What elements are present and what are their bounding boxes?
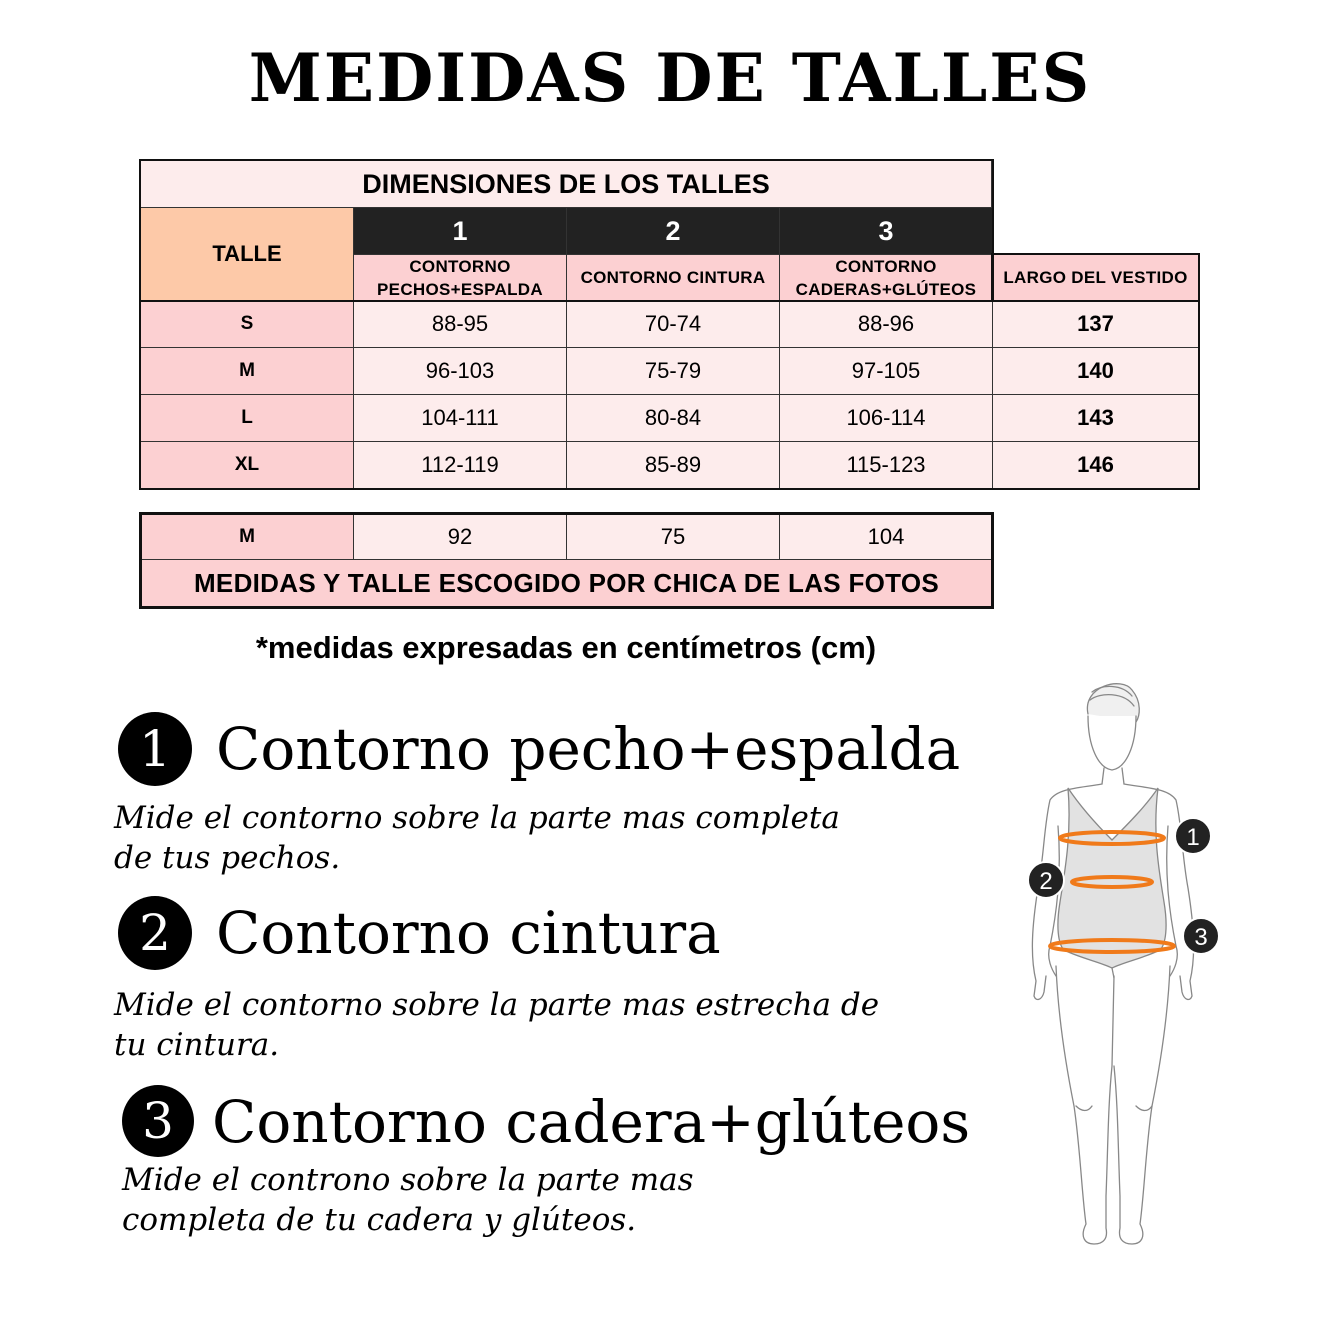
model-caption: MEDIDAS Y TALLE ESCOGIDO POR CHICA DE LAS FOTOS: [140, 559, 993, 607]
instruction-title: Contorno cintura: [216, 899, 721, 967]
table-title: DIMENSIONES DE LOS TALLES: [140, 160, 992, 208]
model-chest-value: 92: [353, 514, 567, 560]
waist-value: 70-74: [566, 300, 780, 348]
page-title: MEDIDAS DE TALLES: [248, 39, 1092, 117]
body-silhouette-icon: [1010, 676, 1230, 1252]
size-label: S: [140, 300, 354, 348]
length-value: 143: [992, 394, 1199, 442]
length-value: 140: [992, 347, 1199, 395]
column-header-chest: CONTORNO PECHOS+ESPALDA: [353, 254, 567, 301]
marker-1: [1175, 818, 1211, 854]
hips-value: 88-96: [779, 300, 993, 348]
instruction-description: Mide el contorno sobre la parte mas completa de tus pechos.: [114, 800, 840, 876]
waist-value: 85-89: [566, 441, 780, 489]
instruction-description: Mide el contorno sobre la parte mas estrecha de tu cintura.: [114, 987, 880, 1063]
talle-header: TALLE: [140, 207, 354, 301]
model-hips-value: 104: [779, 514, 993, 560]
marker-2-label: 2: [1039, 868, 1053, 895]
length-value: 146: [992, 441, 1199, 489]
hips-value: 97-105: [779, 347, 993, 395]
number-badge-3: 3: [122, 1085, 194, 1157]
hips-value: 106-114: [779, 394, 993, 442]
column-number-3: 3: [779, 207, 993, 255]
size-label: XL: [140, 441, 354, 489]
number-badge-2: 2: [118, 896, 192, 970]
hips-value: 115-123: [779, 441, 993, 489]
column-number-2: 2: [566, 207, 780, 255]
size-label: L: [140, 394, 354, 442]
length-value: 137: [992, 300, 1199, 348]
waist-value: 80-84: [566, 394, 780, 442]
chest-value: 88-95: [353, 300, 567, 348]
chest-value: 96-103: [353, 347, 567, 395]
column-header-waist: CONTORNO CINTURA: [566, 254, 780, 301]
column-header-length: LARGO DEL VESTIDO: [992, 254, 1199, 301]
chest-value: 112-119: [353, 441, 567, 489]
column-header-hips: CONTORNO CADERAS+GLÚTEOS: [779, 254, 993, 301]
chest-value: 104-111: [353, 394, 567, 442]
model-size: M: [140, 514, 354, 560]
instruction-title: Contorno pecho+espalda: [216, 715, 961, 783]
marker-3-label: 3: [1194, 924, 1208, 951]
column-number-1: 1: [353, 207, 567, 255]
instruction-description: Mide el controno sobre la parte mas completa de tu cadera y glúteos.: [122, 1162, 694, 1238]
marker-2: [1028, 862, 1064, 898]
size-label: M: [140, 347, 354, 395]
units-note: *medidas expresadas en centímetros (cm): [255, 630, 877, 665]
model-waist-value: 75: [566, 514, 780, 560]
marker-1-label: 1: [1186, 824, 1200, 851]
instruction-title: Contorno cadera+glúteos: [212, 1088, 971, 1156]
marker-3: [1183, 918, 1219, 954]
waist-value: 75-79: [566, 347, 780, 395]
number-badge-1: 1: [118, 712, 192, 786]
